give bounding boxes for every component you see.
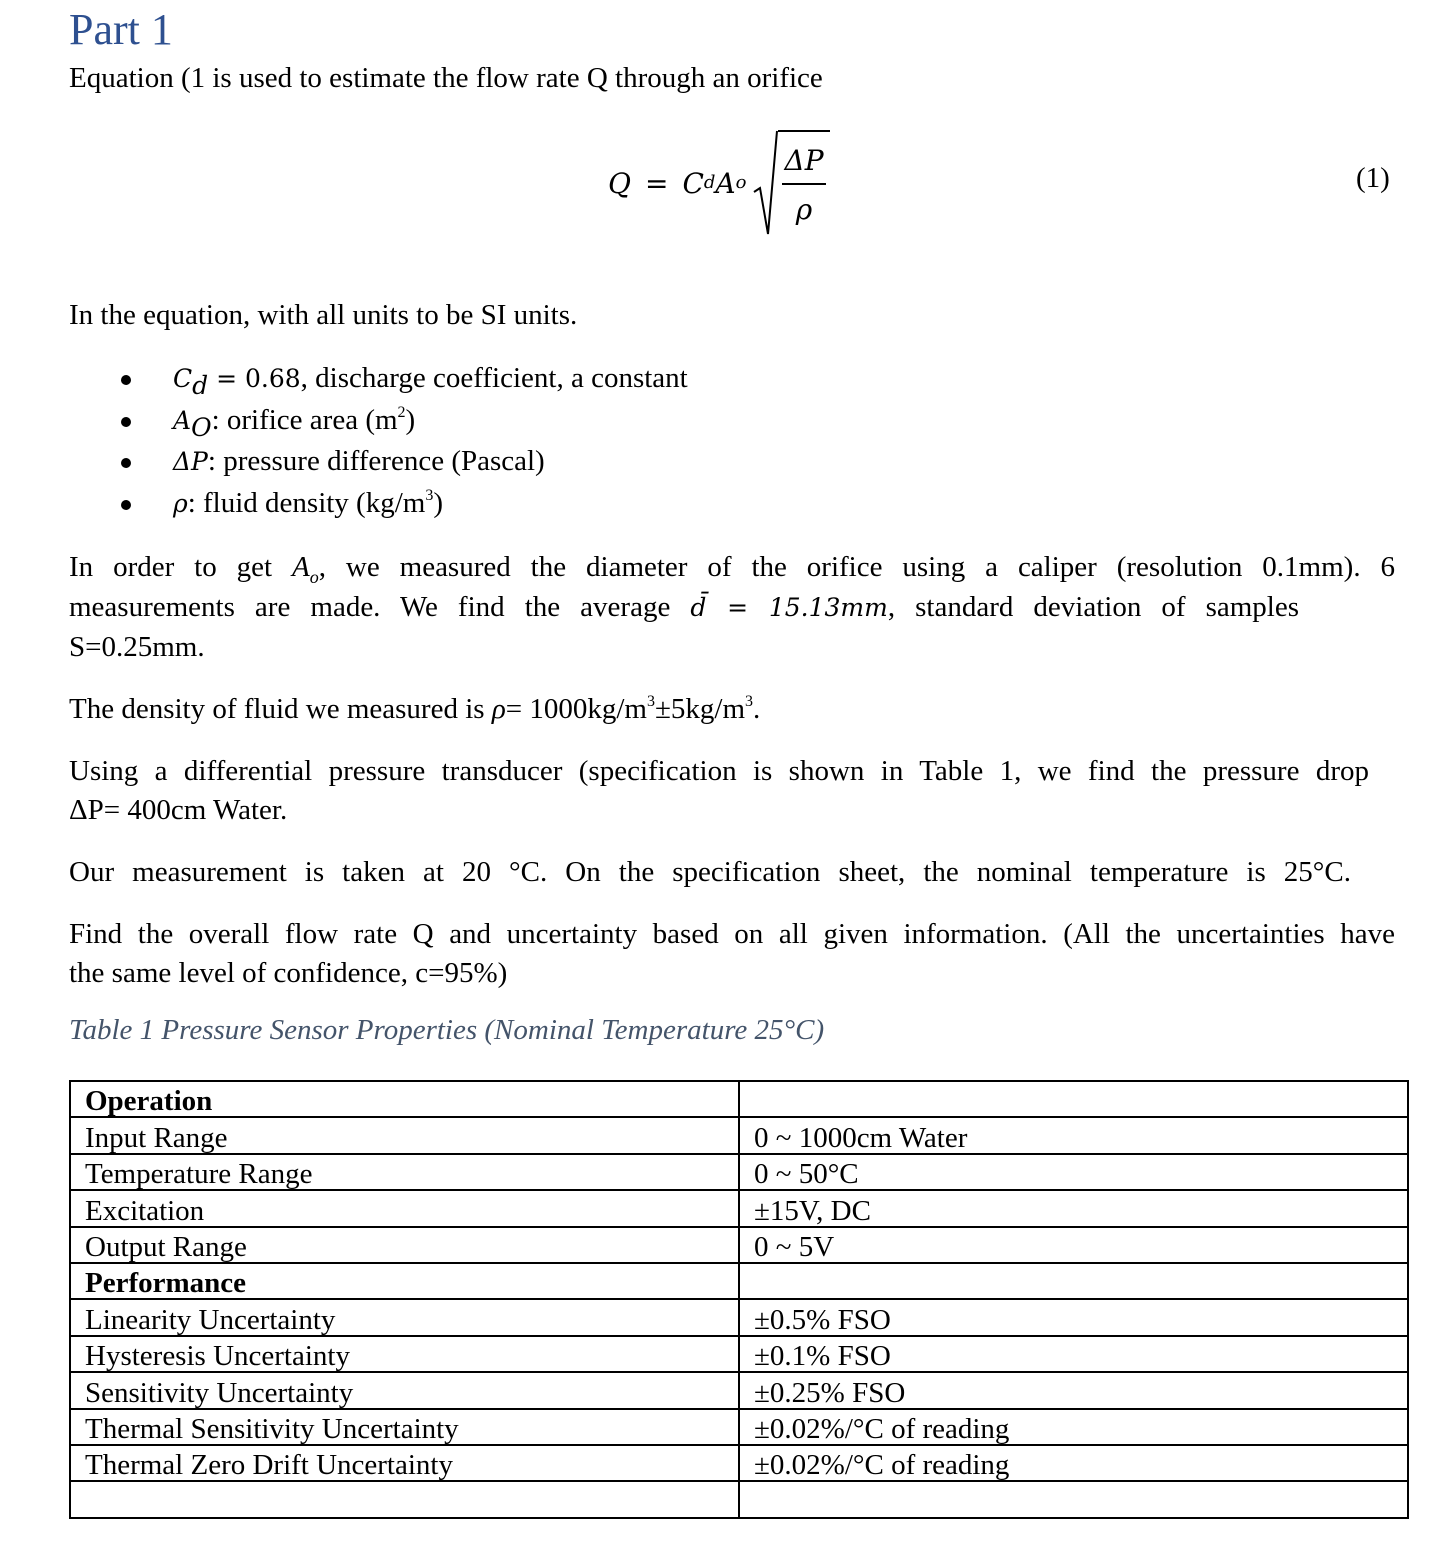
var-description: : orifice area (m [211, 403, 398, 436]
table-cell: Hysteresis Uncertainty [70, 1336, 739, 1372]
table-cell: Sensitivity Uncertainty [70, 1372, 739, 1408]
square-root [752, 130, 829, 236]
paragraph-temperature: Our measurement is taken at 20 °C. On the specification sheet, the nominal temperature is 25°C. [69, 856, 1351, 888]
bullet-icon [121, 375, 131, 385]
eq-fraction [778, 130, 829, 236]
table-cell [70, 1481, 739, 1517]
var-description-end: ) [433, 486, 443, 519]
unit-exponent: 2 [397, 403, 406, 421]
var-value: = 0.68 [208, 364, 301, 393]
intro-text: Equation (1 is used to estimate the flow rate Q through an orifice [69, 62, 823, 94]
table-cell: ±0.1% FSO [739, 1336, 1408, 1372]
var-description: : fluid density (kg/m [187, 486, 426, 519]
equation-number: (1) [1356, 162, 1390, 194]
table-cell: Output Range [70, 1227, 739, 1263]
eq-area: A [715, 166, 736, 200]
var-subscript: O [191, 412, 212, 442]
table-cell [739, 1081, 1408, 1117]
units-line: In the equation, with all units to be SI units. [69, 299, 578, 331]
paragraph-density: The density of fluid we measured is $\rho= 1000kg/m^3\pm 5kg/m^3$. [69, 693, 761, 725]
table-cell: ±15V, DC [739, 1190, 1408, 1226]
bullet-icon [121, 417, 131, 427]
table-cell: ±0.02%/°C of reading [739, 1445, 1408, 1481]
paragraph-diameter-line3: S=0.25mm. [69, 631, 205, 663]
table-row [70, 1445, 1408, 1481]
var-subscript: d [192, 370, 209, 400]
table-row [70, 1409, 1408, 1445]
unit-exponent: 3 [425, 486, 434, 504]
table-cell: 0 ~ 50°C [739, 1154, 1408, 1190]
variable-list [69, 358, 688, 524]
table-row [70, 1190, 1408, 1226]
var-symbol: ρ [173, 488, 188, 518]
eq-coef: C [682, 166, 704, 200]
paragraph-task-line1: Find the overall flow rate Q and uncertainty based on all given information. (All the uncertainties have [69, 918, 1395, 950]
list-item [69, 400, 688, 442]
table-cell: Thermal Sensitivity Uncertainty [70, 1409, 739, 1445]
table-cell: Thermal Zero Drift Uncertainty [70, 1445, 739, 1481]
table-cell [739, 1481, 1408, 1517]
table-cell: Input Range [70, 1117, 739, 1153]
paragraph-pressure-line2: ΔP= 400cm Water. [69, 794, 288, 826]
table-row [70, 1263, 1408, 1299]
var-description: : pressure difference (Pascal) [207, 445, 545, 477]
eq-denominator: ρ [795, 193, 813, 226]
paragraph-diameter-line1: In order to get $A_o$, we measured the diameter of the orifice using a caliper (resolution 0.1mm). 6 [69, 551, 1395, 587]
section-header-performance: Performance [70, 1263, 739, 1299]
table-cell: ±0.02%/°C of reading [739, 1409, 1408, 1445]
radical-sign-icon [752, 130, 778, 236]
table-row [70, 1481, 1408, 1517]
table-cell [739, 1263, 1408, 1299]
table-row [70, 1154, 1408, 1190]
table-cell: ±0.25% FSO [739, 1372, 1408, 1408]
paragraph-pressure-line1: Using a differential pressure transducer (specification is shown in Table 1, we find the pressure drop [69, 755, 1369, 787]
paragraph-task-line2: the same level of confidence, c=95%) [69, 957, 508, 989]
table-row [70, 1336, 1408, 1372]
table-cell: Temperature Range [70, 1154, 739, 1190]
var-symbol: A [173, 405, 192, 435]
table-row [70, 1372, 1408, 1408]
eq-numerator: ΔP [782, 144, 825, 185]
sensor-properties-table [69, 1080, 1409, 1519]
bullet-icon [121, 458, 131, 468]
flow-equation: Q = C d A o $\frac{\Delta P}{\rho}$ [608, 128, 830, 238]
list-item [69, 358, 688, 400]
var-symbol: C [173, 364, 193, 393]
table-row [70, 1117, 1408, 1153]
table-row [70, 1299, 1408, 1335]
section-header-operation: Operation [70, 1081, 739, 1117]
table-cell: Linearity Uncertainty [70, 1299, 739, 1335]
list-item [69, 441, 688, 483]
var-description: , discharge coefficient, a constant [300, 362, 688, 394]
var-description-end: ) [405, 403, 416, 436]
average-diameter: d̄ = 15.13mm [690, 593, 888, 622]
bullet-icon [121, 500, 131, 510]
var-symbol: ΔP [173, 447, 208, 476]
page-title: Part 1 [69, 5, 173, 54]
eq-equals: = [644, 166, 669, 200]
table-cell: 0 ~ 5V [739, 1227, 1408, 1263]
table-cell: Excitation [70, 1190, 739, 1226]
table-cell: ±0.5% FSO [739, 1299, 1408, 1335]
table-cell: 0 ~ 1000cm Water [739, 1117, 1408, 1153]
table-caption: Table 1 Pressure Sensor Properties (Nominal Temperature 25°C) [69, 1014, 825, 1046]
table-row [70, 1227, 1408, 1263]
eq-lhs: Q [608, 166, 631, 200]
list-item [69, 483, 688, 525]
paragraph-diameter-line2: measurements are made. We find the average d̄ = 15.13mm, standard deviation of samples [69, 591, 1300, 623]
table-row [70, 1081, 1408, 1117]
